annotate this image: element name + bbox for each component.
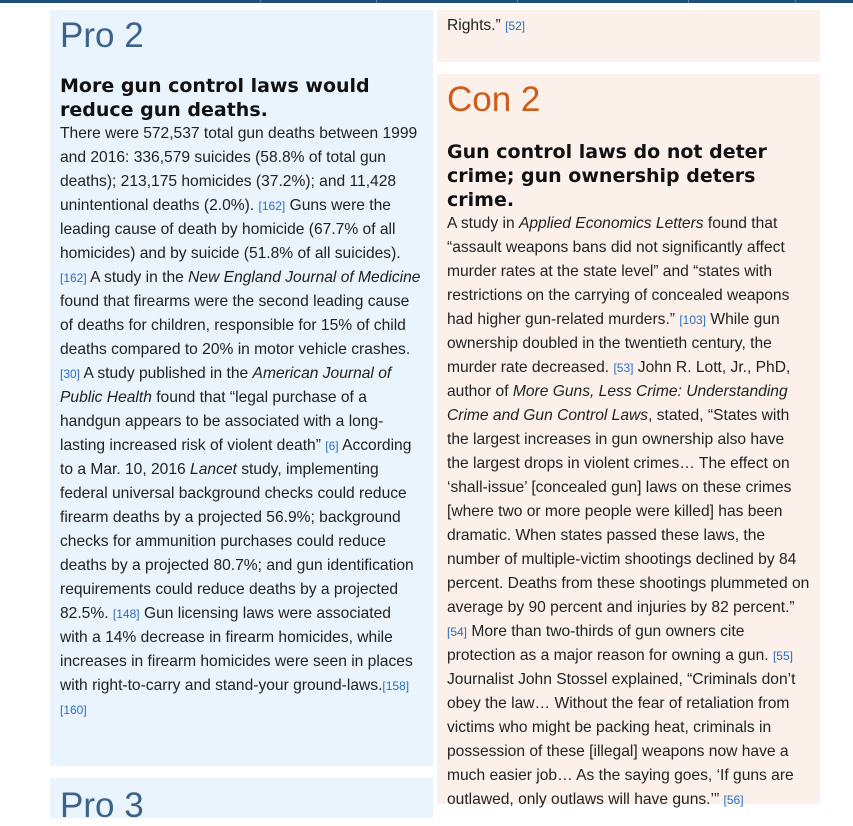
body-text: A study published in the <box>80 365 253 382</box>
con-2-body <box>447 212 810 812</box>
citation-link[interactable]: [148] <box>112 607 140 621</box>
con-2-headline: Gun control laws do not deter crime; gun ownership deters crime. <box>447 141 767 211</box>
journal-title: New England Journal of Medicine <box>188 269 421 286</box>
pro-2-body <box>60 122 423 722</box>
citation-link[interactable]: [56] <box>723 793 744 807</box>
body-text: A study in the <box>86 269 189 286</box>
top-rule <box>0 0 853 3</box>
top-rule-divider <box>795 0 796 3</box>
con-1-continuation-panel <box>437 10 820 62</box>
citation-link[interactable]: [103] <box>679 313 707 327</box>
citation-link[interactable]: [162] <box>258 199 286 213</box>
body-text: While gun ownership doubled in the twentieth century, the murder rate decreased. <box>447 311 780 376</box>
body-text: study, implementing federal universal background checks could reduce firearm deaths by a projected 56.9%; background checks for ammunition purchases could reduce deaths by a projected 80.7%; and gun identification requirements could reduce deaths by a projected 82.5%. <box>60 461 414 622</box>
pro-2-headline: More gun control laws would reduce gun deaths. <box>60 75 370 121</box>
body-text: There were 572,537 total gun deaths between 1999 and 2016: 336,579 suicides (58.8% of total gun deaths); 213,175 homicides (37.2%); and 11,428 unintentional deaths (2.0%). <box>60 125 418 214</box>
body-text: Gun licensing laws were associated with a 14% decrease in firearm homicides, while increases in firearm homicides were seen in places with right-to-carry and stand-your ground-laws. <box>60 605 413 694</box>
top-rule-divider <box>260 0 261 3</box>
body-text: found that “assault weapons bans did not significantly affect murder rates at the state level” and “states with restrictions on the carrying of concealed weapons had higher gun-related murders.” <box>447 215 790 328</box>
con-2-title: Con 2 <box>447 80 541 119</box>
citation-link[interactable]: [158] <box>382 679 410 693</box>
citation-link[interactable]: [6] <box>325 439 339 453</box>
journal-title: Lancet <box>190 461 237 478</box>
citation-link[interactable]: [55] <box>772 649 793 663</box>
body-text: More than two-thirds of gun owners cite protection as a major reason for owning a gun. <box>447 623 769 664</box>
pro-2-panel <box>50 10 433 766</box>
top-rule-divider <box>688 0 689 3</box>
body-text: A study in <box>447 215 519 232</box>
con-2-panel <box>437 74 820 808</box>
pro-3-panel <box>50 778 433 825</box>
journal-title: Applied Economics Letters <box>518 215 704 232</box>
citation-link[interactable]: [52] <box>505 19 526 33</box>
pro-2-title: Pro 2 <box>60 16 144 55</box>
journal-title: American Journal of Public Health <box>60 365 392 406</box>
top-rule-divider <box>376 0 377 3</box>
book-title: More Guns, Less Crime: Understanding Crime and Gun Control Laws <box>447 383 788 424</box>
citation-link[interactable]: [54] <box>447 625 468 639</box>
body-text: According to a Mar. 10, 2016 <box>60 437 412 478</box>
body-text: Guns were the leading cause of death by homicide (67.7% of all homicides) and by suicide (51.8% of all suicides). <box>60 197 401 262</box>
body-text: John R. Lott, Jr., PhD, author of <box>447 359 791 400</box>
body-text: , stated, “States with the largest increases in gun ownership also have the largest drops in violent crimes… The effect on ‘shall-issue’ [concealed gun] laws on these crimes [where two or more people were killed] has been dramatic. When states passed these laws, the number of multiple-victim shootings declined by 84 percent. Deaths from these shootings plummeted on average by 90 percent and injuries by 82 percent.” <box>447 407 810 616</box>
body-text: Journalist John Stossel explained, “Criminals don’t obey the law… Without the fear of retaliation from victims who might be packing heat, criminals in possession of these [illegal] weapons now have a much easier job… As the saying goes, ‘If guns are outlawed, only outlaws will have guns.’” <box>447 671 796 808</box>
citation-link[interactable]: [162] <box>60 271 87 285</box>
citation-link[interactable]: [53] <box>613 361 634 375</box>
con-1-continuation-text <box>447 14 810 38</box>
body-text: found that “legal purchase of a handgun appears to be associated with a long-lasting increased risk of violent death” <box>60 389 384 454</box>
citation-link[interactable]: [30] <box>60 367 81 381</box>
con-1-tail-text: Rights.” <box>447 17 501 34</box>
pro-3-title: Pro 3 <box>60 786 144 825</box>
top-rule-divider <box>517 0 518 3</box>
citation-link[interactable]: [160] <box>60 703 87 717</box>
body-text: found that firearms were the second leading cause of deaths for children, responsible for 15% of child deaths compared to 20% in motor vehicle crashes. <box>60 293 411 358</box>
